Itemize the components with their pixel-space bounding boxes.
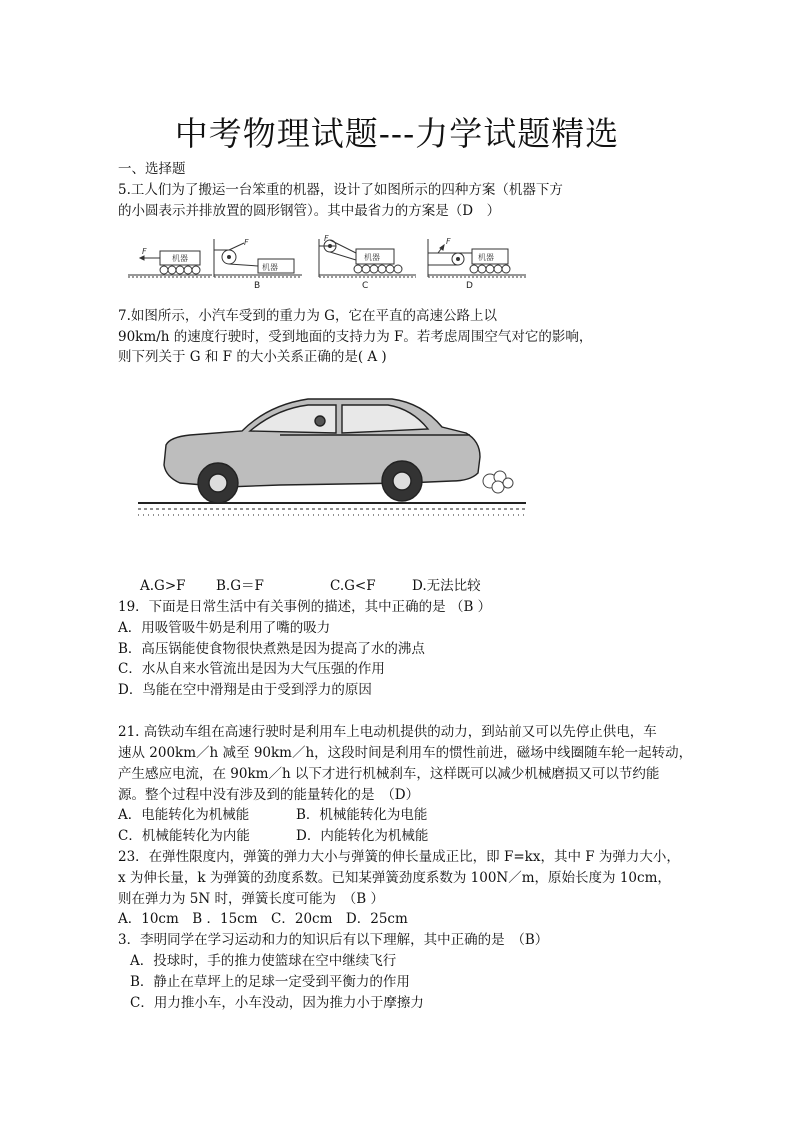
q19-stem: 19．下面是日常生活中有关事例的描述，其中正确的是 （B ） [118,599,492,615]
q5-option-d-diagram [428,239,526,277]
q7-stem-line-2: 90km/h 的速度行驶时，受到地面的支持力为 F。若考虑周围空气对它的影响， [118,329,593,345]
q21-options-row-2 [118,827,428,845]
q21-stem-line-1: 21. 高铁动车组在高速行驶时是利用车上电动机提供的动力，到站前又可以先停止供电，车 [118,724,657,740]
q7-stem-line-1: 7.如图所示，小汽车受到的重力为 G，它在平直的高速公路上以 [118,308,497,324]
q5-label-c: C [362,281,369,289]
q23-stem-line-2: x 为伸长量，k 为弹簧的劲度系数。已知某弹簧劲度系数为 100N／m，原始长度为 10cm， [118,870,671,886]
q5-machine-label-c: 机器 [364,253,380,262]
page-title: 中考物理试题---力学试题精选 [174,114,620,153]
q5-machine-label-d: 机器 [478,253,494,262]
q19-option-b: B．高压锅能使食物很快煮熟是因为提高了水的沸点 [118,641,425,657]
q7-option-a: A.G>F [140,578,186,594]
q21-option-d: D．内能转化为机械能 [296,828,429,844]
q5-option-b-diagram [214,239,302,277]
q21-stem-line-2: 速从 200km／h 减至 90km／h，这段时间是利用车的惯性前进，磁场中线圈随车轮一起转动， [118,745,693,761]
q5-force-label-a: F [142,247,147,256]
q3-option-c: C．用力推小车，小车没动，因为推力小于摩擦力 [130,995,424,1011]
q7-stem-line-3: 则下列关于 G 和 F 的大小关系正确的是( A ) [118,349,387,365]
q23-options: A．10cm B ．15cm C．20cm D．25cm [118,911,408,927]
q5-force-label-b: F [244,238,249,247]
q19-option-c: C．水从自来水管流出是因为大气压强的作用 [118,661,385,677]
car-drawing [164,399,480,503]
q7-option-d: D.无法比较 [412,578,481,594]
q5-machine-label-a: 机器 [172,254,188,263]
q7-car-figure [130,385,530,525]
q5-option-a-diagram [128,251,212,277]
q3-option-a: A．投球时，手的推力使篮球在空中继续飞行 [130,953,397,969]
q19-option-a: A．用吸管吸牛奶是利用了嘴的吸力 [118,620,331,636]
q21-options-row-1 [118,806,427,824]
q5-figure [126,233,536,289]
q5-label-d: D [466,281,473,289]
q19-option-d: D．鸟能在空中滑翔是由于受到浮力的原因 [118,682,372,698]
q5-label-b: B [254,281,261,289]
q5-stem-line-2: 的小圆表示并排放置的圆形钢管）。其中最省力的方案是（D ） [118,203,501,219]
section-heading: 一、选择题 [118,161,186,177]
q5-force-label-c: F [324,234,329,243]
q21-option-c: C．机械能转化为内能 [118,828,250,844]
q7-option-b: B.G＝F [216,578,264,594]
q3-stem: 3．李明同学在学习运动和力的知识后有以下理解，其中正确的是 （B） [118,932,549,948]
q3-option-b: B．静止在草坪上的足球一定受到平衡力的作用 [130,974,410,990]
q7-option-c: C.G<F [330,578,376,594]
q5-machine-label-b: 机器 [262,263,278,272]
q23-stem-line-1: 23．在弹性限度内，弹簧的弹力大小与弹簧的伸长量成正比，即 F=kx，其中 F 为弹力大小， [118,849,680,865]
q23-stem-line-3: 则在弹力为 5N 时，弹簧长度可能为 （B ） [118,891,384,907]
q5-force-label-d: F [446,237,451,246]
q21-stem-line-4: 源。整个过程中没有涉及到的能量转化的是 （D） [118,787,420,803]
q5-stem-line-1: 5.工人们为了搬运一台笨重的机器，设计了如图所示的四种方案（机器下方 [118,182,563,198]
q21-option-a: A．电能转化为机械能 [118,807,250,823]
q21-option-b: B．机械能转化为电能 [296,807,428,823]
q21-stem-line-3: 产生感应电流，在 90km／h 以下才进行机械刹车，这样既可以减少机械磨损又可以节约能 [118,766,660,782]
q7-options [140,577,481,595]
